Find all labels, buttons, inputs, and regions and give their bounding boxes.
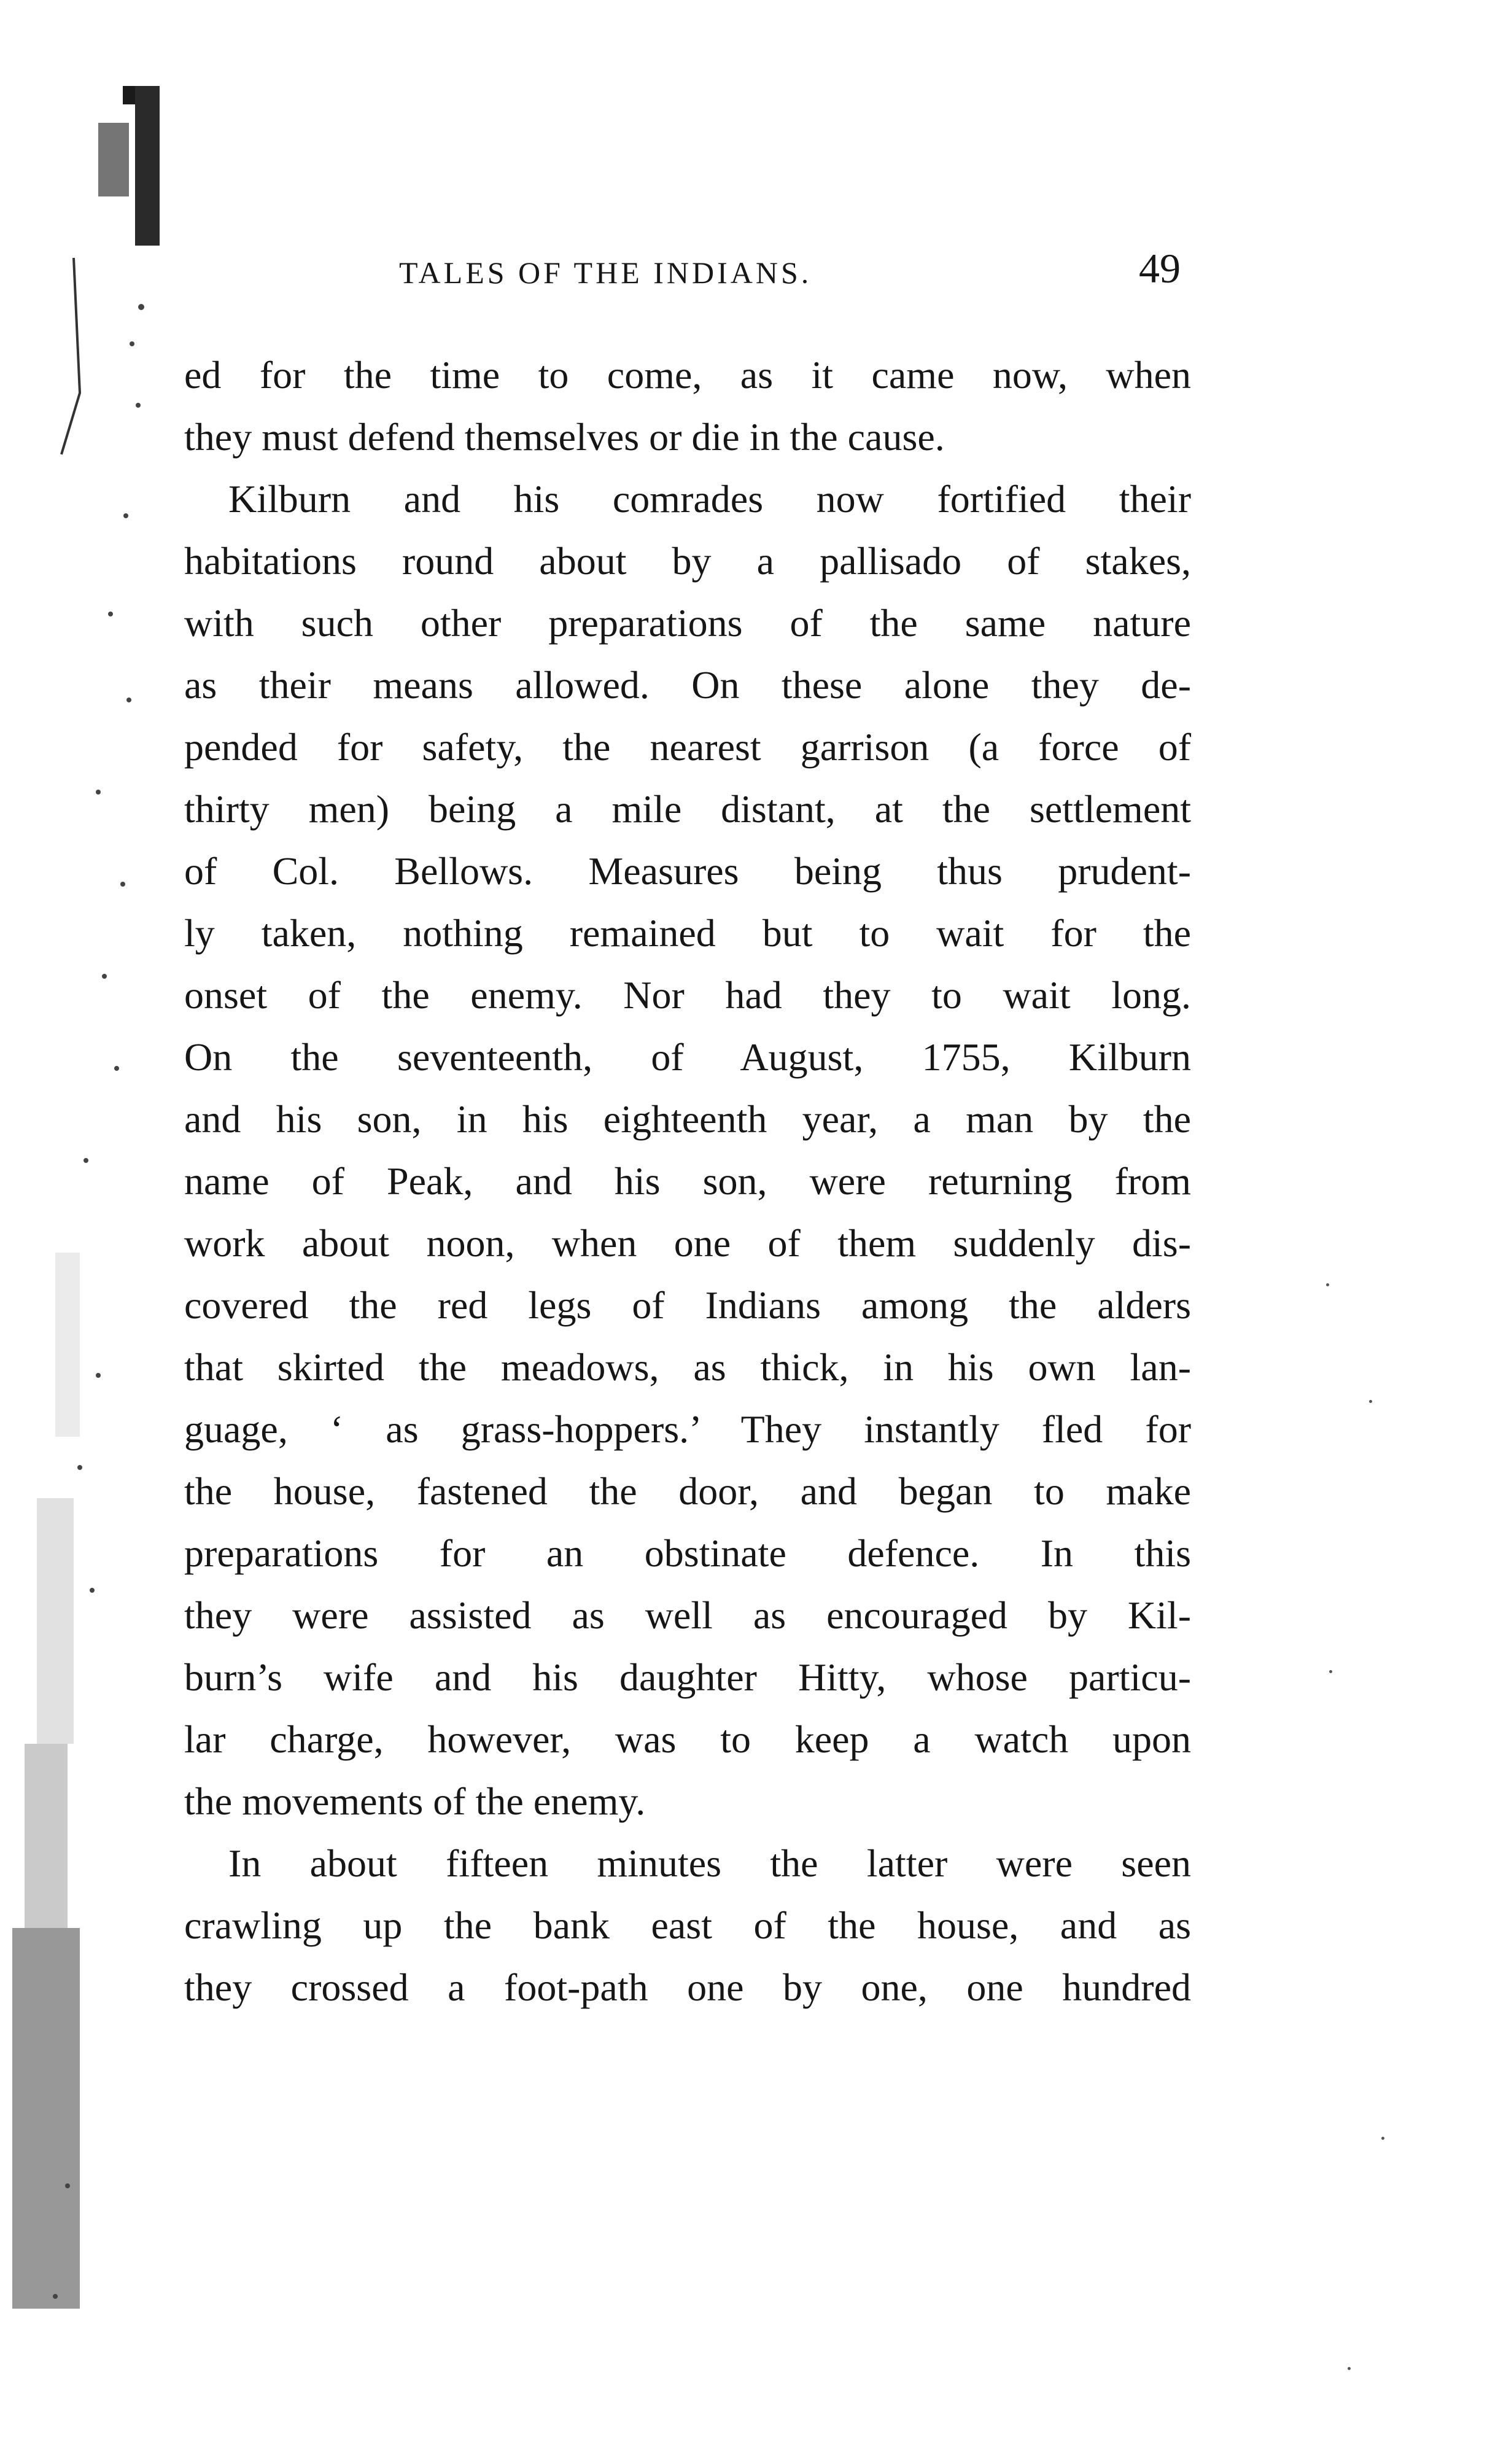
text-line: guage, ‘ as grass-hoppers.’ They instantly fled for xyxy=(184,1407,1191,1451)
text-line: In about fifteen minutes the latter were seen xyxy=(228,1841,1191,1885)
text-line: they crossed a foot-path one by one, one hundred xyxy=(184,1965,1191,2009)
text-line: with such other preparations of the same nature xyxy=(184,601,1191,645)
text-line: ed for the time to come, as it came now, when xyxy=(184,353,1191,397)
text-line: pended for safety, the nearest garrison (a force of xyxy=(184,725,1191,769)
page-number: 49 xyxy=(1139,245,1181,292)
scan-speck xyxy=(1329,1670,1332,1673)
text-line: as their means allowed. On these alone they de- xyxy=(184,663,1191,707)
text-line: Kilburn and his comrades now fortified their xyxy=(228,477,1191,521)
text-line: lar charge, however, was to keep a watch upon xyxy=(184,1717,1191,1761)
scan-speck xyxy=(1326,1283,1329,1286)
text-line: the house, fastened the door, and began to make xyxy=(184,1469,1191,1513)
text-line: thirty men) being a mile distant, at the settlement xyxy=(184,787,1191,831)
text-line: and his son, in his eighteenth year, a man by the xyxy=(184,1097,1191,1141)
text-line: crawling up the bank east of the house, and as xyxy=(184,1903,1191,1947)
running-head: TALES OF THE INDIANS. xyxy=(399,255,812,290)
text-line: covered the red legs of Indians among the alders xyxy=(184,1283,1191,1327)
text-line: habitations round about by a pallisado of stakes, xyxy=(184,539,1191,583)
text-line: they must defend themselves or die in the cause. xyxy=(184,415,945,459)
gutter-noise-graphic xyxy=(0,86,196,2358)
text-line: onset of the enemy. Nor had they to wait long. xyxy=(184,973,1191,1017)
text-line: of Col. Bellows. Measures being thus prudent- xyxy=(184,849,1191,893)
body-text xyxy=(184,344,1191,2018)
text-line: that skirted the meadows, as thick, in his own lan- xyxy=(184,1345,1191,1389)
text-line: On the seventeenth, of August, 1755, Kilburn xyxy=(184,1035,1191,1079)
scan-speck xyxy=(1348,2367,1351,2370)
text-line: burn’s wife and his daughter Hitty, whose particu- xyxy=(184,1655,1191,1699)
text-line: work about noon, when one of them suddenly dis- xyxy=(184,1221,1191,1265)
text-line: the movements of the enemy. xyxy=(184,1779,646,1823)
scan-gutter-artifacts xyxy=(0,86,196,2358)
scan-speck xyxy=(1381,2137,1384,2140)
scan-speck xyxy=(1369,1400,1372,1403)
text-line: name of Peak, and his son, were returning from xyxy=(184,1159,1191,1203)
text-line: preparations for an obstinate defence. In this xyxy=(184,1531,1191,1575)
text-line: they were assisted as well as encouraged by Kil- xyxy=(184,1593,1191,1637)
text-line: ly taken, nothing remained but to wait for the xyxy=(184,911,1191,955)
